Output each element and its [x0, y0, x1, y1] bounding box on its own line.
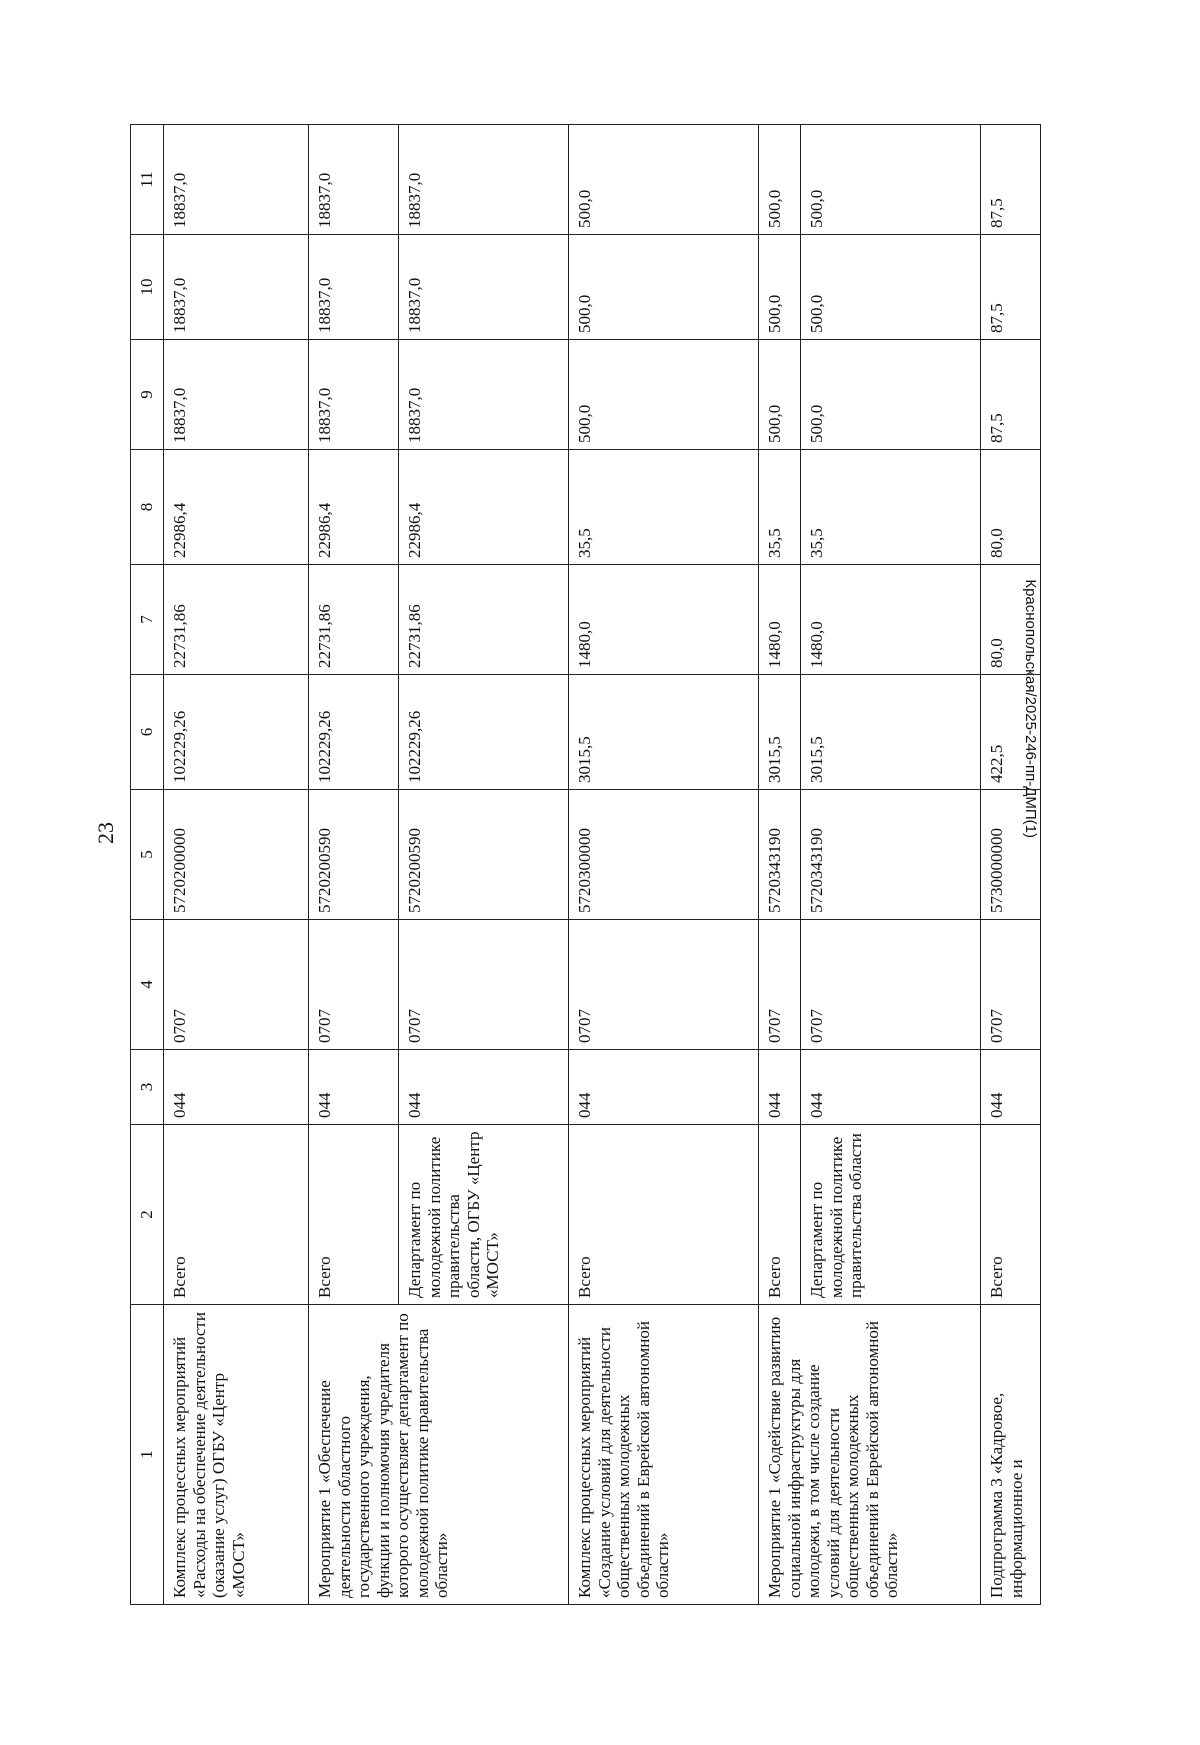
amount-year-cell: 80,0 — [981, 565, 1041, 675]
grbs-cell: 044 — [981, 1050, 1041, 1125]
amount-year-cell: 35,5 — [801, 450, 981, 565]
amount-year-cell: 1480,0 — [569, 565, 759, 675]
executor-cell: Всего — [569, 1125, 759, 1305]
amount-year-cell: 22986,4 — [164, 450, 309, 565]
amount-total-cell: 102229,26 — [399, 675, 569, 790]
amount-year-cell: 87,5 — [981, 235, 1041, 340]
column-header: 7 — [131, 565, 164, 675]
amount-year-cell: 1480,0 — [759, 565, 801, 675]
amount-year-cell: 22731,86 — [399, 565, 569, 675]
amount-year-cell: 500,0 — [801, 340, 981, 450]
section-cell: 0707 — [309, 920, 399, 1050]
amount-year-cell: 500,0 — [569, 340, 759, 450]
budget-table — [130, 124, 1041, 1605]
amount-total-cell: 3015,5 — [569, 675, 759, 790]
column-header: 6 — [131, 675, 164, 790]
table-header-row — [131, 125, 164, 1605]
amount-year-cell: 500,0 — [569, 125, 759, 235]
amount-year-cell: 500,0 — [759, 125, 801, 235]
section-cell: 0707 — [801, 920, 981, 1050]
column-header: 1 — [131, 1305, 164, 1605]
target-article-cell: 5720200000 — [164, 790, 309, 920]
executor-cell: Департамент по молодежной политике правительства области, ОГБУ «Центр «МОСТ» — [399, 1125, 569, 1305]
target-article-cell: 5720200590 — [399, 790, 569, 920]
executor-cell: Всего — [164, 1125, 309, 1305]
amount-total-cell: 3015,5 — [759, 675, 801, 790]
grbs-cell: 044 — [569, 1050, 759, 1125]
amount-year-cell: 18837,0 — [309, 340, 399, 450]
table-row — [309, 125, 399, 1605]
target-article-cell: 5720300000 — [569, 790, 759, 920]
activity-name-cell: Мероприятие 1 «Обеспечение деятельности областного государственного учреждения, функции и полномочия учредителя которого осуществляет департамент по молодежной политике правительства области» — [309, 1305, 569, 1605]
column-header: 10 — [131, 235, 164, 340]
amount-year-cell: 22986,4 — [309, 450, 399, 565]
amount-year-cell: 18837,0 — [164, 340, 309, 450]
section-cell: 0707 — [759, 920, 801, 1050]
amount-total-cell: 3015,5 — [801, 675, 981, 790]
executor-cell: Департамент по молодежной политике правительства области — [801, 1125, 981, 1305]
table-row — [164, 125, 309, 1605]
column-header: 9 — [131, 340, 164, 450]
column-header: 2 — [131, 1125, 164, 1305]
amount-year-cell: 35,5 — [569, 450, 759, 565]
section-cell: 0707 — [981, 920, 1041, 1050]
section-cell: 0707 — [399, 920, 569, 1050]
amount-year-cell: 22731,86 — [309, 565, 399, 675]
column-header: 11 — [131, 125, 164, 235]
amount-year-cell: 500,0 — [759, 235, 801, 340]
table-row — [569, 125, 759, 1605]
amount-year-cell: 500,0 — [759, 340, 801, 450]
target-article-cell: 5720343190 — [759, 790, 801, 920]
document-code-text: Краснопольская/2025-246-пп-ДМП(1) — [1022, 579, 1040, 839]
activity-name-cell: Мероприятие 1 «Содействие развитию социальной инфраструктуры для молодежи, в том числе создание условий для деятельности общественных молодежных объединений в Еврейской автономной области» — [759, 1305, 981, 1605]
amount-year-cell: 18837,0 — [399, 340, 569, 450]
grbs-cell: 044 — [759, 1050, 801, 1125]
amount-year-cell: 18837,0 — [164, 125, 309, 235]
amount-year-cell: 18837,0 — [309, 125, 399, 235]
executor-cell: Всего — [759, 1125, 801, 1305]
grbs-cell: 044 — [164, 1050, 309, 1125]
column-header: 5 — [131, 790, 164, 920]
table-row — [759, 125, 801, 1605]
activity-name-cell: Комплекс процессных мероприятий «Расходы на обеспечение деятельности (оказание услуг) ОГБУ «Центр «МОСТ» — [164, 1305, 309, 1605]
amount-year-cell: 500,0 — [801, 235, 981, 340]
amount-year-cell: 18837,0 — [399, 235, 569, 340]
target-article-cell: 5720343190 — [801, 790, 981, 920]
grbs-cell: 044 — [801, 1050, 981, 1125]
column-header: 3 — [131, 1050, 164, 1125]
page-number: 23 — [93, 822, 118, 844]
amount-year-cell: 80,0 — [981, 450, 1041, 565]
grbs-cell: 044 — [399, 1050, 569, 1125]
amount-year-cell: 500,0 — [801, 125, 981, 235]
amount-total-cell: 422,5 — [981, 675, 1041, 790]
amount-year-cell: 18837,0 — [164, 235, 309, 340]
grbs-cell: 044 — [309, 1050, 399, 1125]
amount-year-cell: 18837,0 — [309, 235, 399, 340]
amount-total-cell: 102229,26 — [309, 675, 399, 790]
amount-year-cell: 500,0 — [569, 235, 759, 340]
amount-year-cell: 18837,0 — [399, 125, 569, 235]
column-header: 4 — [131, 920, 164, 1050]
activity-name-cell: Комплекс процессных мероприятий «Создание условий для деятельности общественных молодежных объединений в Еврейской автономной области» — [569, 1305, 759, 1605]
target-article-cell: 5730000000 — [981, 790, 1041, 920]
amount-year-cell: 22731,86 — [164, 565, 309, 675]
column-header: 8 — [131, 450, 164, 565]
target-article-cell: 5720200590 — [309, 790, 399, 920]
amount-year-cell: 22986,4 — [399, 450, 569, 565]
amount-total-cell: 102229,26 — [164, 675, 309, 790]
executor-cell: Всего — [981, 1125, 1041, 1305]
activity-name-cell: Подпрограмма 3 «Кадровое, информационное и — [981, 1305, 1041, 1605]
amount-year-cell: 1480,0 — [801, 565, 981, 675]
executor-cell: Всего — [309, 1125, 399, 1305]
section-cell: 0707 — [164, 920, 309, 1050]
amount-year-cell: 87,5 — [981, 125, 1041, 235]
table-row — [981, 125, 1041, 1605]
document-code — [1022, 100, 1190, 839]
section-cell: 0707 — [569, 920, 759, 1050]
amount-year-cell: 35,5 — [759, 450, 801, 565]
rotated-table-container — [130, 125, 1135, 1605]
amount-year-cell: 87,5 — [981, 340, 1041, 450]
